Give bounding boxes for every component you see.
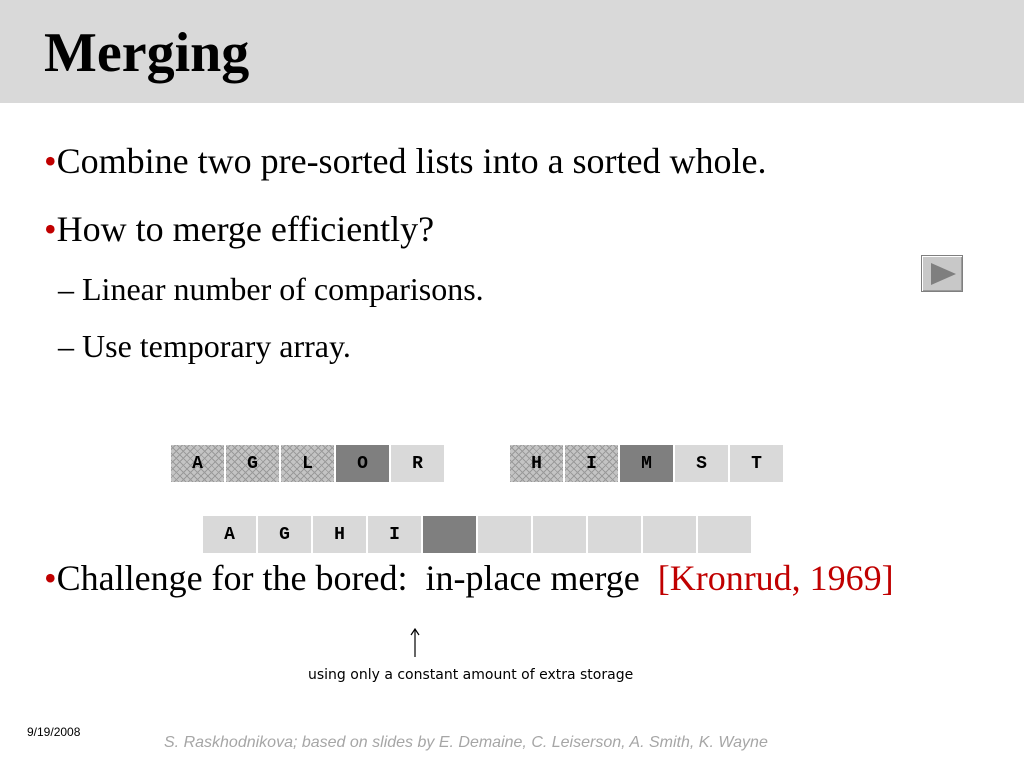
output-array-cell-3: H <box>312 515 367 554</box>
slide-footer: S. Raskhodnikova; based on slides by E. Demaine, C. Leiserson, A. Smith, K. Wayne <box>164 734 768 751</box>
output-array-cell-5 <box>422 515 477 554</box>
right-list-cell-2: I <box>564 444 619 483</box>
output-array-cell-8 <box>587 515 642 554</box>
slide-date: 9/19/2008 <box>27 725 81 739</box>
left-list-cell-2: G <box>225 444 280 483</box>
output-array-cell-7 <box>532 515 587 554</box>
sub-bullet-text: Linear number of comparisons. <box>82 271 484 307</box>
bullet-text: How to merge efficiently? <box>56 209 435 249</box>
left-list-cell-5: R <box>390 444 445 483</box>
bullet-text: Challenge for the bored: in-place merge <box>56 558 658 598</box>
sub-bullet-1 <box>58 270 484 308</box>
left-list-cell-4: O <box>335 444 390 483</box>
output-array-cell-6 <box>477 515 532 554</box>
output-array-cell-4: I <box>367 515 422 554</box>
sub-bullet-text: Use temporary array. <box>82 328 351 364</box>
bullet-2 <box>44 208 434 250</box>
citation: [Kronrud, 1969] <box>657 558 894 598</box>
right-list-cell-4: S <box>674 444 729 483</box>
output-array <box>202 515 752 554</box>
bullet-marker: • <box>44 209 57 249</box>
output-array-cell-1: A <box>202 515 257 554</box>
bullet-text: Combine two pre-sorted lists into a sorted whole. <box>56 141 767 181</box>
output-array-cell-2: G <box>257 515 312 554</box>
right-list-cell-1: H <box>509 444 564 483</box>
bullet-marker: • <box>44 141 57 181</box>
bullet-marker: • <box>44 558 57 598</box>
output-array-cell-10 <box>697 515 752 554</box>
right-sorted-list <box>509 444 784 483</box>
up-arrow-icon <box>408 628 422 663</box>
sub-bullet-marker: – <box>58 271 74 307</box>
left-list-cell-1: A <box>170 444 225 483</box>
left-sorted-list <box>170 444 445 483</box>
left-list-cell-3: L <box>280 444 335 483</box>
slide-title: Merging <box>44 22 250 84</box>
right-list-cell-3: M <box>619 444 674 483</box>
annotation-caption: using only a constant amount of extra storage <box>308 667 634 683</box>
sub-bullet-marker: – <box>58 328 74 364</box>
bullet-challenge <box>44 557 894 599</box>
bullet-1 <box>44 140 767 182</box>
play-triangle-icon <box>928 261 958 287</box>
right-list-cell-5: T <box>729 444 784 483</box>
output-array-cell-9 <box>642 515 697 554</box>
sub-bullet-2 <box>58 327 351 365</box>
next-slide-button[interactable] <box>921 255 963 292</box>
